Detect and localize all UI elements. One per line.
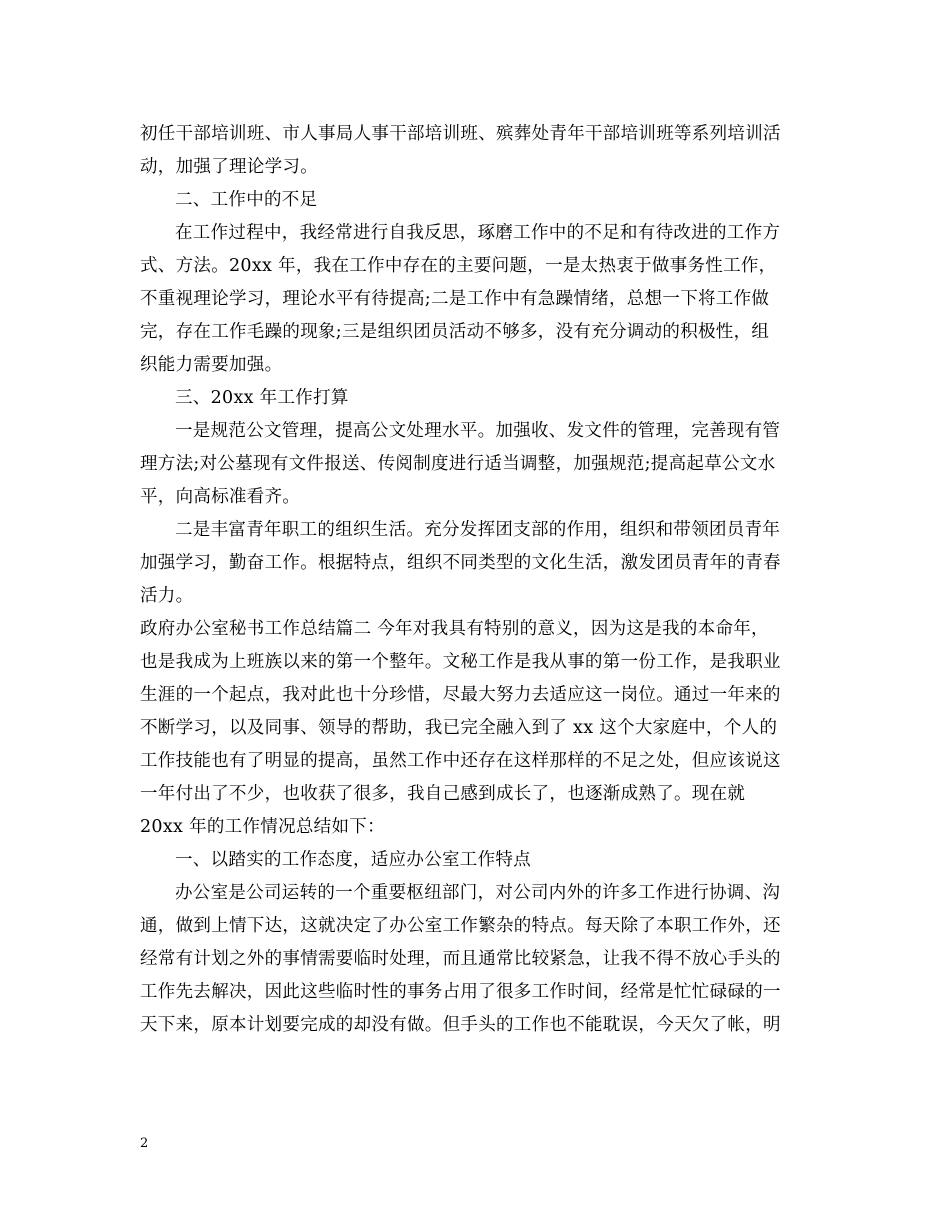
text-line: 平，向高标准看齐。 (140, 487, 301, 507)
text-line: 工作技能也有了明显的提高，虽然工作中还存在这样那样的不足之处，但应该说这 (140, 751, 781, 771)
text-line: 织能力需要加强。 (140, 355, 283, 375)
text-line: 经常有计划之外的事情需要临时处理，而且通常比较紧急，让我不得不放心手头的 (140, 949, 781, 969)
text-line: 20xx 年的工作情况总结如下： (140, 817, 385, 837)
text-line: 办公室是公司运转的一个重要枢纽部门，对公司内外的许多工作进行协调、沟 (175, 883, 781, 903)
text-line: 三、20xx 年工作打算 (175, 388, 349, 408)
text-line: 通，做到上情下达，这就决定了办公室工作繁杂的特点。每天除了本职工作外，还 (140, 916, 781, 936)
text-line: 一、以踏实的工作态度，适应办公室工作特点 (175, 850, 531, 870)
text-line: 加强学习，勤奋工作。根据特点，组织不同类型的文化生活，激发团员青年的青春 (140, 553, 781, 573)
text-line: 一是规范公文管理，提高公文处理水平。加强收、发文件的管理，完善现有管 (175, 421, 781, 441)
text-line: 不断学习，以及同事、领导的帮助，我已完全融入到了 xx 这个大家庭中，个人的 (140, 718, 778, 738)
text-line: 一年付出了不少，也收获了很多，我自己感到成长了，也逐渐成熟了。现在就 (140, 784, 746, 804)
text-line: 生涯的一个起点，我对此也十分珍惜，尽最大努力去适应这一岗位。通过一年来的 (140, 685, 781, 705)
document-body (140, 118, 820, 1042)
text-line: 活力。 (140, 586, 194, 606)
text-line: 二是丰富青年职工的组织生活。充分发挥团支部的作用，组织和带领团员青年 (175, 520, 781, 540)
text-line: 理方法;对公墓现有文件报送、传阅制度进行适当调整，加强规范;提高起草公文水 (140, 454, 776, 474)
text-line: 二、工作中的不足 (175, 190, 318, 210)
text-line: 也是我成为上班族以来的第一个整年。文秘工作是我从事的第一份工作，是我职业 (140, 652, 781, 672)
text-line: 天下来，原本计划要完成的却没有做。但手头的工作也不能耽误，今天欠了帐，明 (140, 1015, 781, 1035)
text-line: 在工作过程中，我经常进行自我反思，琢磨工作中的不足和有待改进的工作方 (175, 223, 781, 243)
text-line: 不重视理论学习，理论水平有待提高;二是工作中有急躁情绪，总想一下将工作做 (140, 289, 770, 309)
text-line: 式、方法。20xx 年，我在工作中存在的主要问题，一是太热衷于做事务性工作， (140, 256, 777, 276)
text-line: 政府办公室秘书工作总结篇二 今年对我具有特别的意义，因为这是我的本命年， (140, 619, 769, 639)
text-line: 工作先去解决，因此这些临时性的事务占用了很多工作时间，经常是忙忙碌碌的一 (140, 982, 781, 1002)
text-line: 完，存在工作毛躁的现象;三是组织团员活动不够多，没有充分调动的积极性，组 (140, 322, 770, 342)
text-line: 动，加强了理论学习。 (140, 157, 318, 177)
text-line: 初任干部培训班、市人事局人事干部培训班、殡葬处青年干部培训班等系列培训活 (140, 124, 781, 144)
page-number: 2 (140, 1136, 149, 1151)
